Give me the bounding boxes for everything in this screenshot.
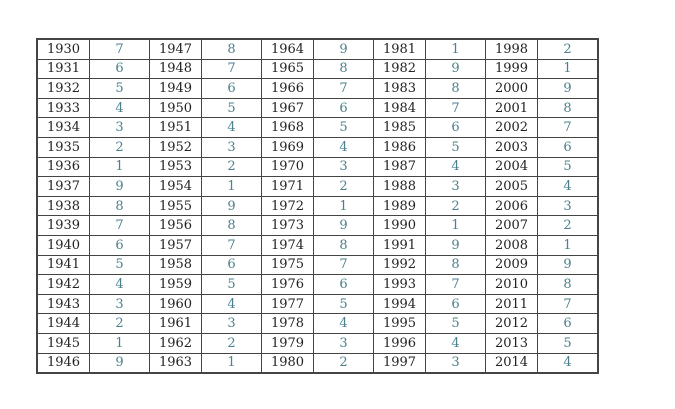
number-cell: 9 [90,353,150,373]
year-cell: 1949 [150,79,202,99]
year-cell: 1960 [150,294,202,314]
number-cell: 9 [426,59,486,79]
number-cell: 3 [202,314,262,334]
year-cell: 1991 [374,235,426,255]
year-cell: 1996 [374,333,426,353]
year-cell: 1936 [37,157,90,177]
number-cell: 6 [314,98,374,118]
year-cell: 1975 [262,255,314,275]
year-cell: 1961 [150,314,202,334]
number-cell: 9 [538,255,599,275]
number-cell: 4 [314,314,374,334]
year-cell: 2005 [486,177,538,197]
year-cell: 1985 [374,118,426,138]
year-cell: 1950 [150,98,202,118]
number-cell: 4 [538,353,599,373]
year-cell: 1987 [374,157,426,177]
table-row [37,137,598,157]
number-cell: 9 [202,196,262,216]
year-cell: 1945 [37,333,90,353]
number-cell: 4 [90,98,150,118]
number-cell: 5 [202,98,262,118]
year-cell: 1973 [262,216,314,236]
year-cell: 1930 [37,39,90,59]
year-cell: 1963 [150,353,202,373]
year-cell: 2003 [486,137,538,157]
table-row [37,275,598,295]
year-cell: 1968 [262,118,314,138]
year-cell: 1957 [150,235,202,255]
number-cell: 2 [90,137,150,157]
year-cell: 1995 [374,314,426,334]
year-cell: 1965 [262,59,314,79]
number-cell: 6 [538,314,599,334]
number-cell: 3 [314,157,374,177]
number-cell: 9 [538,79,599,99]
year-cell: 1942 [37,275,90,295]
number-cell: 2 [314,177,374,197]
year-cell: 1990 [374,216,426,236]
year-cell: 1999 [486,59,538,79]
year-cell: 1933 [37,98,90,118]
number-cell: 8 [90,196,150,216]
number-cell: 1 [538,235,599,255]
number-cell: 2 [538,216,599,236]
year-cell: 1997 [374,353,426,373]
number-cell: 7 [90,216,150,236]
number-cell: 4 [314,137,374,157]
year-cell: 2008 [486,235,538,255]
table-row [37,196,598,216]
number-cell: 7 [538,118,599,138]
number-cell: 1 [202,177,262,197]
year-cell: 1947 [150,39,202,59]
number-cell: 5 [202,275,262,295]
number-cell: 3 [538,196,599,216]
number-cell: 6 [426,118,486,138]
number-cell: 6 [426,294,486,314]
year-cell: 2013 [486,333,538,353]
year-cell: 1977 [262,294,314,314]
table-body [37,39,598,373]
year-cell: 1982 [374,59,426,79]
number-cell: 2 [202,157,262,177]
year-cell: 1941 [37,255,90,275]
year-cell: 1980 [262,353,314,373]
number-cell: 3 [90,118,150,138]
number-cell: 1 [426,39,486,59]
number-cell: 2 [314,353,374,373]
number-cell: 4 [202,118,262,138]
number-cell: 1 [90,333,150,353]
table-row [37,353,598,373]
number-cell: 1 [314,196,374,216]
year-cell: 1992 [374,255,426,275]
number-cell: 9 [314,39,374,59]
number-cell: 2 [90,314,150,334]
number-cell: 8 [426,79,486,99]
year-number-table [36,38,599,374]
table-row [37,255,598,275]
number-cell: 5 [90,79,150,99]
table-row [37,294,598,314]
year-cell: 2009 [486,255,538,275]
number-cell: 2 [426,196,486,216]
year-cell: 2010 [486,275,538,295]
number-cell: 8 [202,216,262,236]
year-cell: 1943 [37,294,90,314]
year-cell: 1964 [262,39,314,59]
number-cell: 8 [314,59,374,79]
number-cell: 7 [90,39,150,59]
number-cell: 6 [90,235,150,255]
number-cell: 7 [202,235,262,255]
year-cell: 1934 [37,118,90,138]
year-cell: 1972 [262,196,314,216]
number-cell: 5 [538,333,599,353]
year-cell: 1981 [374,39,426,59]
number-cell: 5 [314,118,374,138]
number-cell: 1 [426,216,486,236]
number-cell: 1 [538,59,599,79]
number-cell: 4 [426,333,486,353]
year-cell: 1948 [150,59,202,79]
year-cell: 1988 [374,177,426,197]
year-cell: 1951 [150,118,202,138]
number-cell: 6 [538,137,599,157]
year-cell: 1989 [374,196,426,216]
number-cell: 8 [538,98,599,118]
year-cell: 2006 [486,196,538,216]
number-cell: 8 [202,39,262,59]
year-cell: 1937 [37,177,90,197]
number-cell: 4 [426,157,486,177]
year-cell: 1993 [374,275,426,295]
year-cell: 1986 [374,137,426,157]
year-cell: 1966 [262,79,314,99]
year-cell: 1978 [262,314,314,334]
number-cell: 7 [426,98,486,118]
number-cell: 6 [314,275,374,295]
year-cell: 1971 [262,177,314,197]
number-cell: 2 [538,39,599,59]
number-cell: 2 [202,333,262,353]
number-cell: 5 [426,314,486,334]
number-cell: 8 [538,275,599,295]
number-cell: 6 [202,79,262,99]
year-cell: 1994 [374,294,426,314]
number-cell: 7 [314,79,374,99]
number-cell: 1 [90,157,150,177]
table-row [37,216,598,236]
year-cell: 1944 [37,314,90,334]
year-cell: 1952 [150,137,202,157]
table-row [37,118,598,138]
year-cell: 2014 [486,353,538,373]
year-cell: 1962 [150,333,202,353]
year-cell: 1931 [37,59,90,79]
number-cell: 8 [314,235,374,255]
year-cell: 1958 [150,255,202,275]
number-cell: 1 [202,353,262,373]
year-cell: 1970 [262,157,314,177]
year-cell: 1976 [262,275,314,295]
number-cell: 4 [538,177,599,197]
year-cell: 2001 [486,98,538,118]
table-row [37,235,598,255]
number-cell: 3 [202,137,262,157]
number-cell: 3 [426,177,486,197]
year-cell: 1998 [486,39,538,59]
year-cell: 1974 [262,235,314,255]
number-cell: 5 [426,137,486,157]
table-row [37,157,598,177]
year-cell: 1946 [37,353,90,373]
number-cell: 4 [90,275,150,295]
year-cell: 2011 [486,294,538,314]
year-cell: 1932 [37,79,90,99]
number-cell: 3 [90,294,150,314]
number-cell: 5 [314,294,374,314]
table-row [37,314,598,334]
year-cell: 2004 [486,157,538,177]
year-cell: 1969 [262,137,314,157]
year-cell: 1935 [37,137,90,157]
year-cell: 1956 [150,216,202,236]
number-cell: 6 [90,59,150,79]
number-cell: 9 [314,216,374,236]
year-cell: 1967 [262,98,314,118]
number-cell: 9 [426,235,486,255]
table-row [37,177,598,197]
table-row [37,59,598,79]
year-cell: 2012 [486,314,538,334]
year-cell: 2000 [486,79,538,99]
year-cell: 2002 [486,118,538,138]
number-cell: 3 [426,353,486,373]
table-row [37,98,598,118]
year-cell: 2007 [486,216,538,236]
number-cell: 3 [314,333,374,353]
number-cell: 7 [426,275,486,295]
year-cell: 1959 [150,275,202,295]
number-cell: 5 [90,255,150,275]
table-row [37,79,598,99]
year-cell: 1940 [37,235,90,255]
year-cell: 1938 [37,196,90,216]
number-cell: 9 [90,177,150,197]
number-cell: 7 [202,59,262,79]
table-row [37,39,598,59]
year-cell: 1953 [150,157,202,177]
year-cell: 1954 [150,177,202,197]
number-cell: 7 [314,255,374,275]
number-cell: 8 [426,255,486,275]
number-cell: 4 [202,294,262,314]
year-cell: 1984 [374,98,426,118]
year-cell: 1983 [374,79,426,99]
year-cell: 1955 [150,196,202,216]
table-row [37,333,598,353]
year-cell: 1939 [37,216,90,236]
number-cell: 7 [538,294,599,314]
number-cell: 5 [538,157,599,177]
number-cell: 6 [202,255,262,275]
year-cell: 1979 [262,333,314,353]
